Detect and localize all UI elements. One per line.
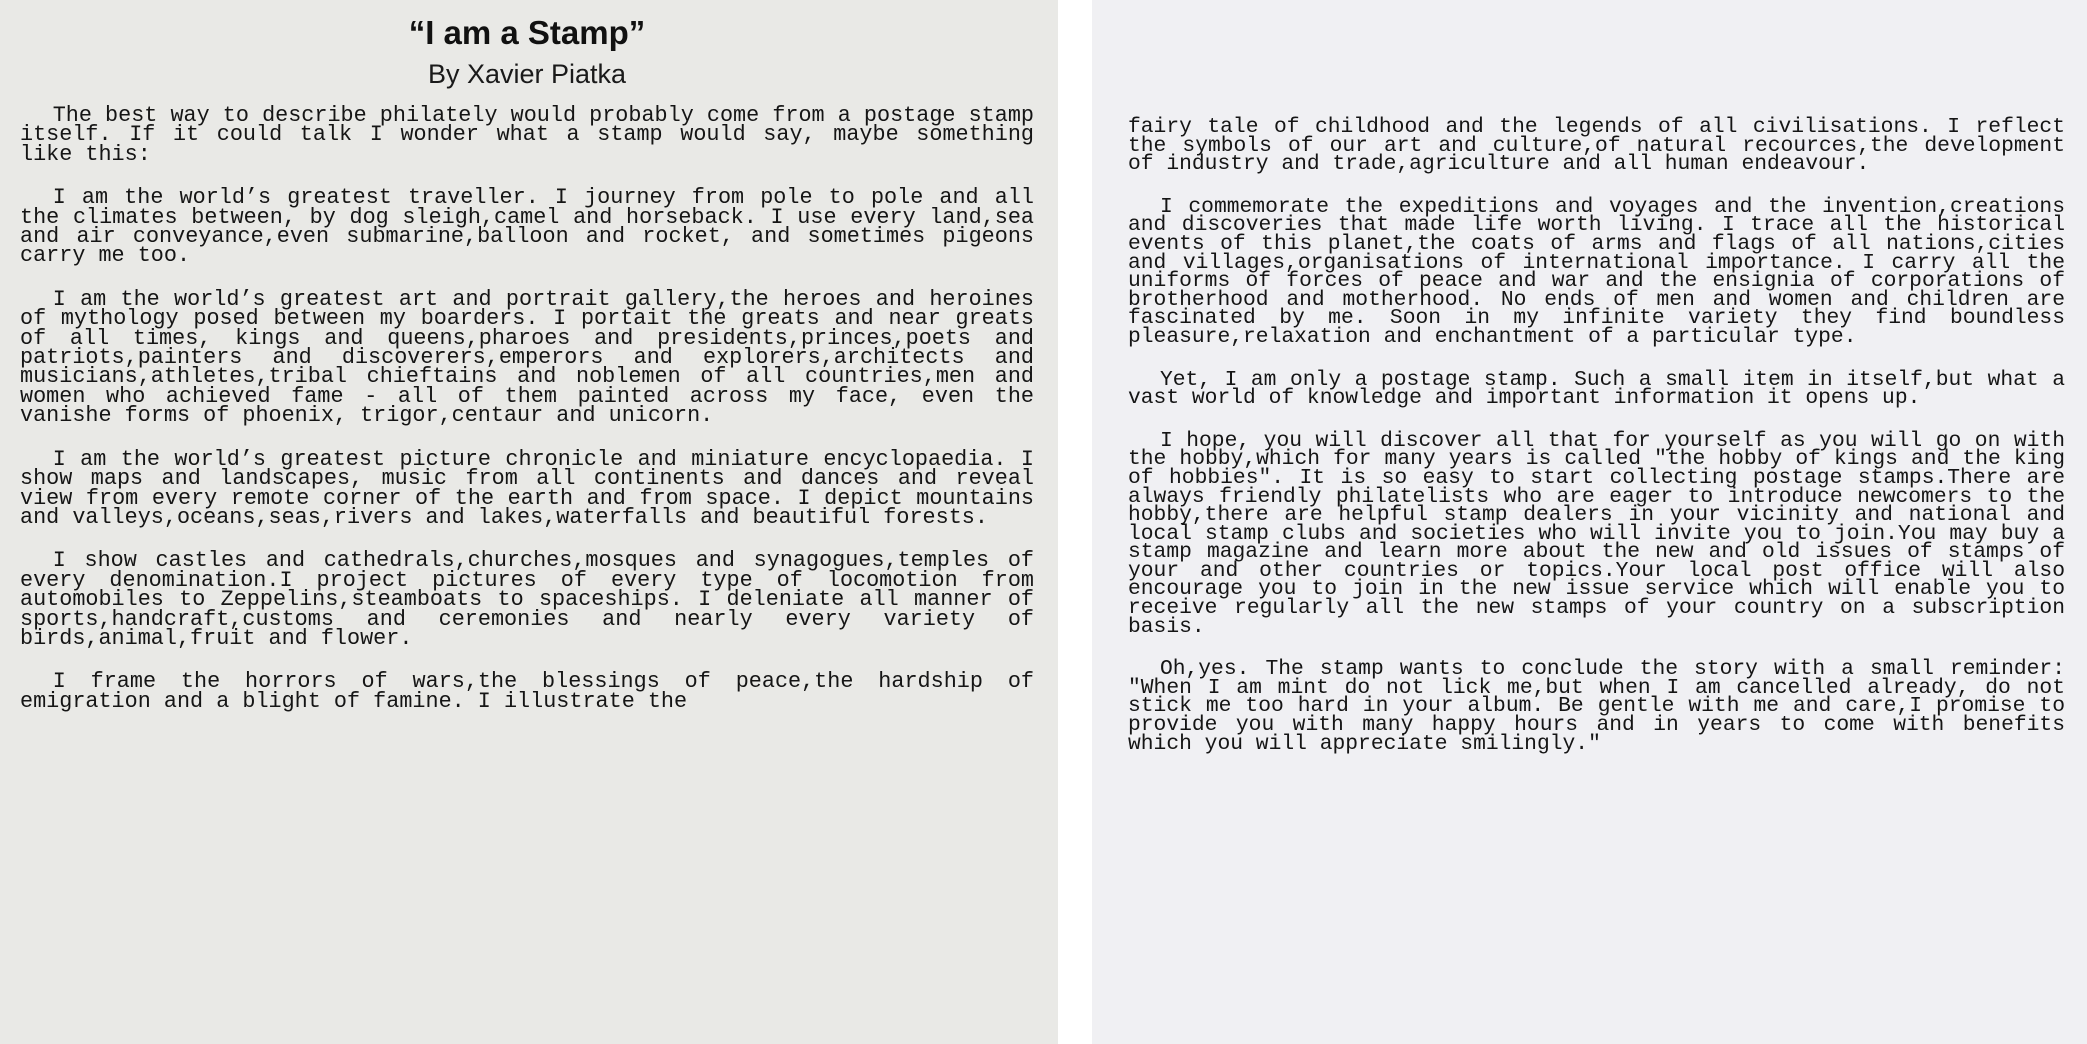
- paragraph: I am the world’s greatest picture chronicle and miniature encyclopaedia. I show maps and landscapes, music from all continents and dances and reveal view from every remote corner of the earth and from space. I depict mountains and valleys,oceans,seas,rivers and lakes,waterfalls and beautiful forests.: [20, 446, 1034, 530]
- document-title: “I am a Stamp”: [408, 14, 646, 51]
- paragraph: fairy tale of childhood and the legends of all civilisations. I reflect the symbols of our art and culture,of natural recources,the development of industry and trade,agriculture and all human endeavour.: [1128, 115, 2065, 177]
- paragraph: I commemorate the expeditions and voyages and the invention,creations and discoveries that made life worth living. I trace all the historical events of this planet,the coats of arms and flags of all nations,cities and villages,organisations of international importance. I carry all the uniforms of forces of peace and war and the ensignia of corporations of brotherhood and motherhood. No ends of men and women and children are fascinated by me. Soon in my infinite variety they find boundless pleasure,relaxation and enchantment of a particular type.: [1128, 194, 2065, 349]
- paragraph: I am the world’s greatest art and portrait gallery,the heroes and heroines of mythology posed between my boarders. I portait the greats and near greats of all times, kings and queens,pharoes and presidents,princes,poets and patriots,painters and discoverers,emperors and explorers,architects and musicians,athletes,tribal chieftains and noblemen of all countries,men and women who achieved fame - all of them painted across my face, even the vanishe forms of phoenix, trigor,centaur and unicorn.: [20, 286, 1034, 429]
- paragraph: Yet, I am only a postage stamp. Such a small item in itself,but what a vast world of knowledge and important information it opens up.: [1128, 367, 2065, 411]
- paragraph: I show castles and cathedrals,churches,mosques and synagogues,temples of every denomination.I project pictures of every type of locomotion from automobiles to Zeppelins,steamboats to spaceships. I deleniate all manner of sports,handcraft,customs and ceremonies and nearly every variety of birds,animal,fruit and flower.: [20, 548, 1034, 651]
- paragraph: I frame the horrors of wars,the blessings of peace,the hardship of emigration and a blight of famine. I illustrate the: [20, 669, 1034, 714]
- paragraph: I am the world’s greatest traveller. I journey from pole to pole and all the climates between, by dog sleigh,camel and horseback. I use every land,sea and air conveyance,even submarine,balloon and rocket, and sometimes pigeons carry me too.: [20, 185, 1034, 269]
- right-page: [1092, 0, 2087, 1044]
- paragraph: Oh,yes. The stamp wants to conclude the story with a small reminder: "When I am mint do not lick me,but when I am cancelled already, do not stick me too hard in your album. Be gentle with me and care,I promise to provide you with many happy hours and in years to come with benefits which you will appreciate smilingly.": [1128, 657, 2065, 756]
- author-byline: By Xavier Piatka: [427, 59, 627, 89]
- page-gutter: [1058, 0, 1092, 1044]
- paragraph: The best way to describe philately would probably come from a postage stamp itself. If it could talk I wonder what a stamp would say, maybe something like this:: [20, 103, 1034, 167]
- paragraph: I hope, you will discover all that for yourself as you will go on with the hobby,which for many years is called "the hobby of kings and the king of hobbies". It is so easy to start collecting postage stamps.There are always friendly philatelists who are eager to introduce newcomers to the hobby,there are helpful stamp dealers in your vicinity and national and local stamp clubs and societies who will invite you to join.You may buy a stamp magazine and learn more about the new and old issues of stamps of your and other countries or topics.Your local post office will also encourage you to join in the new issue service which will enable you to receive regularly all the new stamps of your country on a subscription basis.: [1128, 428, 2065, 639]
